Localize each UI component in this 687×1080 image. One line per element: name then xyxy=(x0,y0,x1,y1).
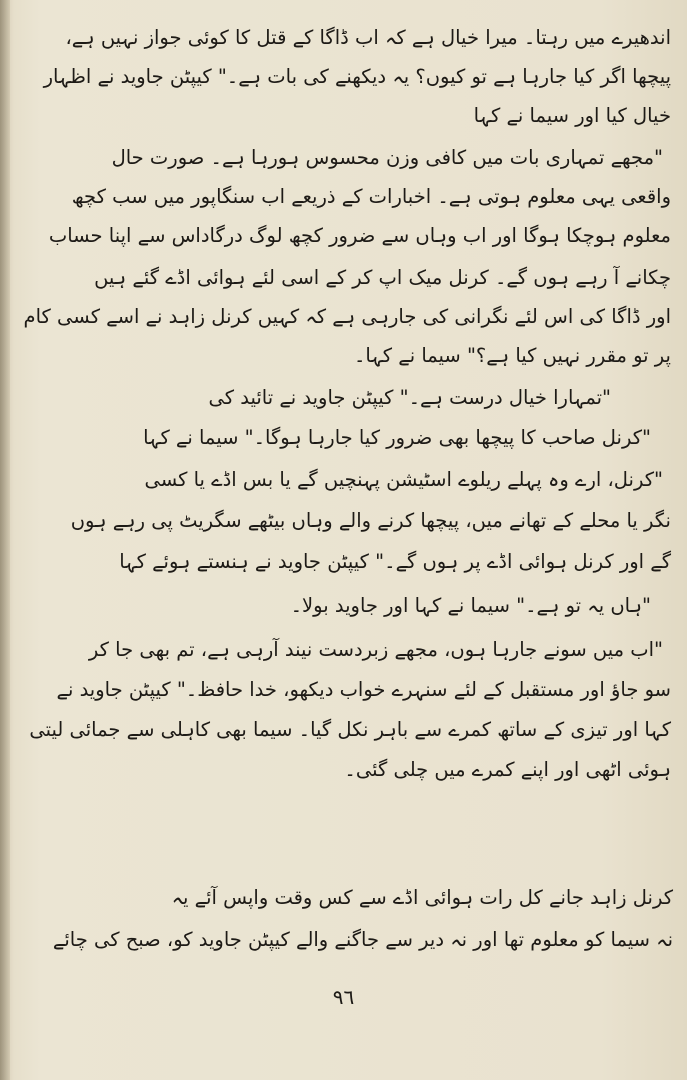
text-line: "مجھے تمہاری بات میں کافی وزن محسوس ہورہا ہے۔ صورت حال xyxy=(111,146,663,169)
text-line: اندھیرے میں رہتا۔ میرا خیال ہے کہ اب ڈاگا کے قتل کا کوئی جواز نہیں ہے، xyxy=(65,26,671,49)
text-line: پر تو مقرر نہیں کیا ہے؟" سیما نے کہا۔ xyxy=(354,344,671,367)
text-line: نہ سیما کو معلوم تھا اور نہ دیر سے جاگنے والے کیپٹن جاوید کو، صبح کی چائے xyxy=(52,928,673,951)
text-line: "کرنل صاحب کا پیچھا بھی ضرور کیا جارہا ہوگا۔" سیما نے کہا xyxy=(143,426,651,449)
text-line: پیچھا اگر کیا جارہا ہے تو کیوں؟ یہ دیکھنے کی بات ہے۔" کیپٹن جاوید نے اظہار xyxy=(43,65,671,88)
text-line: گے اور کرنل ہوائی اڈے پر ہوں گے۔" کیپٹن جاوید نے ہنستے ہوئے کہا xyxy=(119,550,671,573)
text-line: "اب میں سونے جارہا ہوں، مجھے زبردست نیند آرہی ہے، تم بھی جا کر xyxy=(88,638,663,661)
page-number: ٩٦ xyxy=(332,985,355,1009)
text-line: واقعی یہی معلوم ہوتی ہے۔ اخبارات کے ذریعے اب سنگاپور میں سب کچھ xyxy=(71,185,671,208)
text-line: "کرنل، ارے وہ پہلے ریلوے اسٹیشن پہنچیں گے یا بس اڈے یا کسی xyxy=(144,468,663,491)
text-line: "ہاں یہ تو ہے۔" سیما نے کہا اور جاوید بولا۔ xyxy=(290,594,651,617)
text-line: ہوئی اٹھی اور اپنے کمرے میں چلی گئی۔ xyxy=(344,758,671,781)
text-line: چکانے آ رہے ہوں گے۔ کرنل میک اپ کر کے اسی لئے ہوائی اڈے گئے ہیں xyxy=(94,266,671,289)
page-spine-shadow xyxy=(0,0,10,1080)
text-line: کہا اور تیزی کے ساتھ کمرے سے باہر نکل گیا۔ سیما بھی کاہلی سے جمائی لیتی xyxy=(29,718,671,741)
text-line: سو جاؤ اور مستقبل کے لئے سنہرے خواب دیکھو، خدا حافظ۔" کیپٹن جاوید نے xyxy=(56,678,671,701)
text-line: اور ڈاگا کی اس لئے نگرانی کی جارہی ہے کہ کہیں کرنل زاہد نے اسے کسی کام xyxy=(23,305,671,328)
text-line: معلوم ہوچکا ہوگا اور اب وہاں سے ضرور کچھ لوگ درگاداس سے اپنا حساب xyxy=(48,224,671,247)
text-line: "تمہارا خیال درست ہے۔" کیپٹن جاوید نے تائید کی xyxy=(208,386,611,409)
text-line: کرنل زاہد جانے کل رات ہوائی اڈے سے کس وقت واپس آئے یہ xyxy=(171,886,673,909)
text-line: نگر یا محلے کے تھانے میں، پیچھا کرنے والے وہاں بیٹھے سگریٹ پی رہے ہوں xyxy=(70,509,671,532)
text-line: خیال کیا اور سیما نے کہا xyxy=(473,104,671,127)
